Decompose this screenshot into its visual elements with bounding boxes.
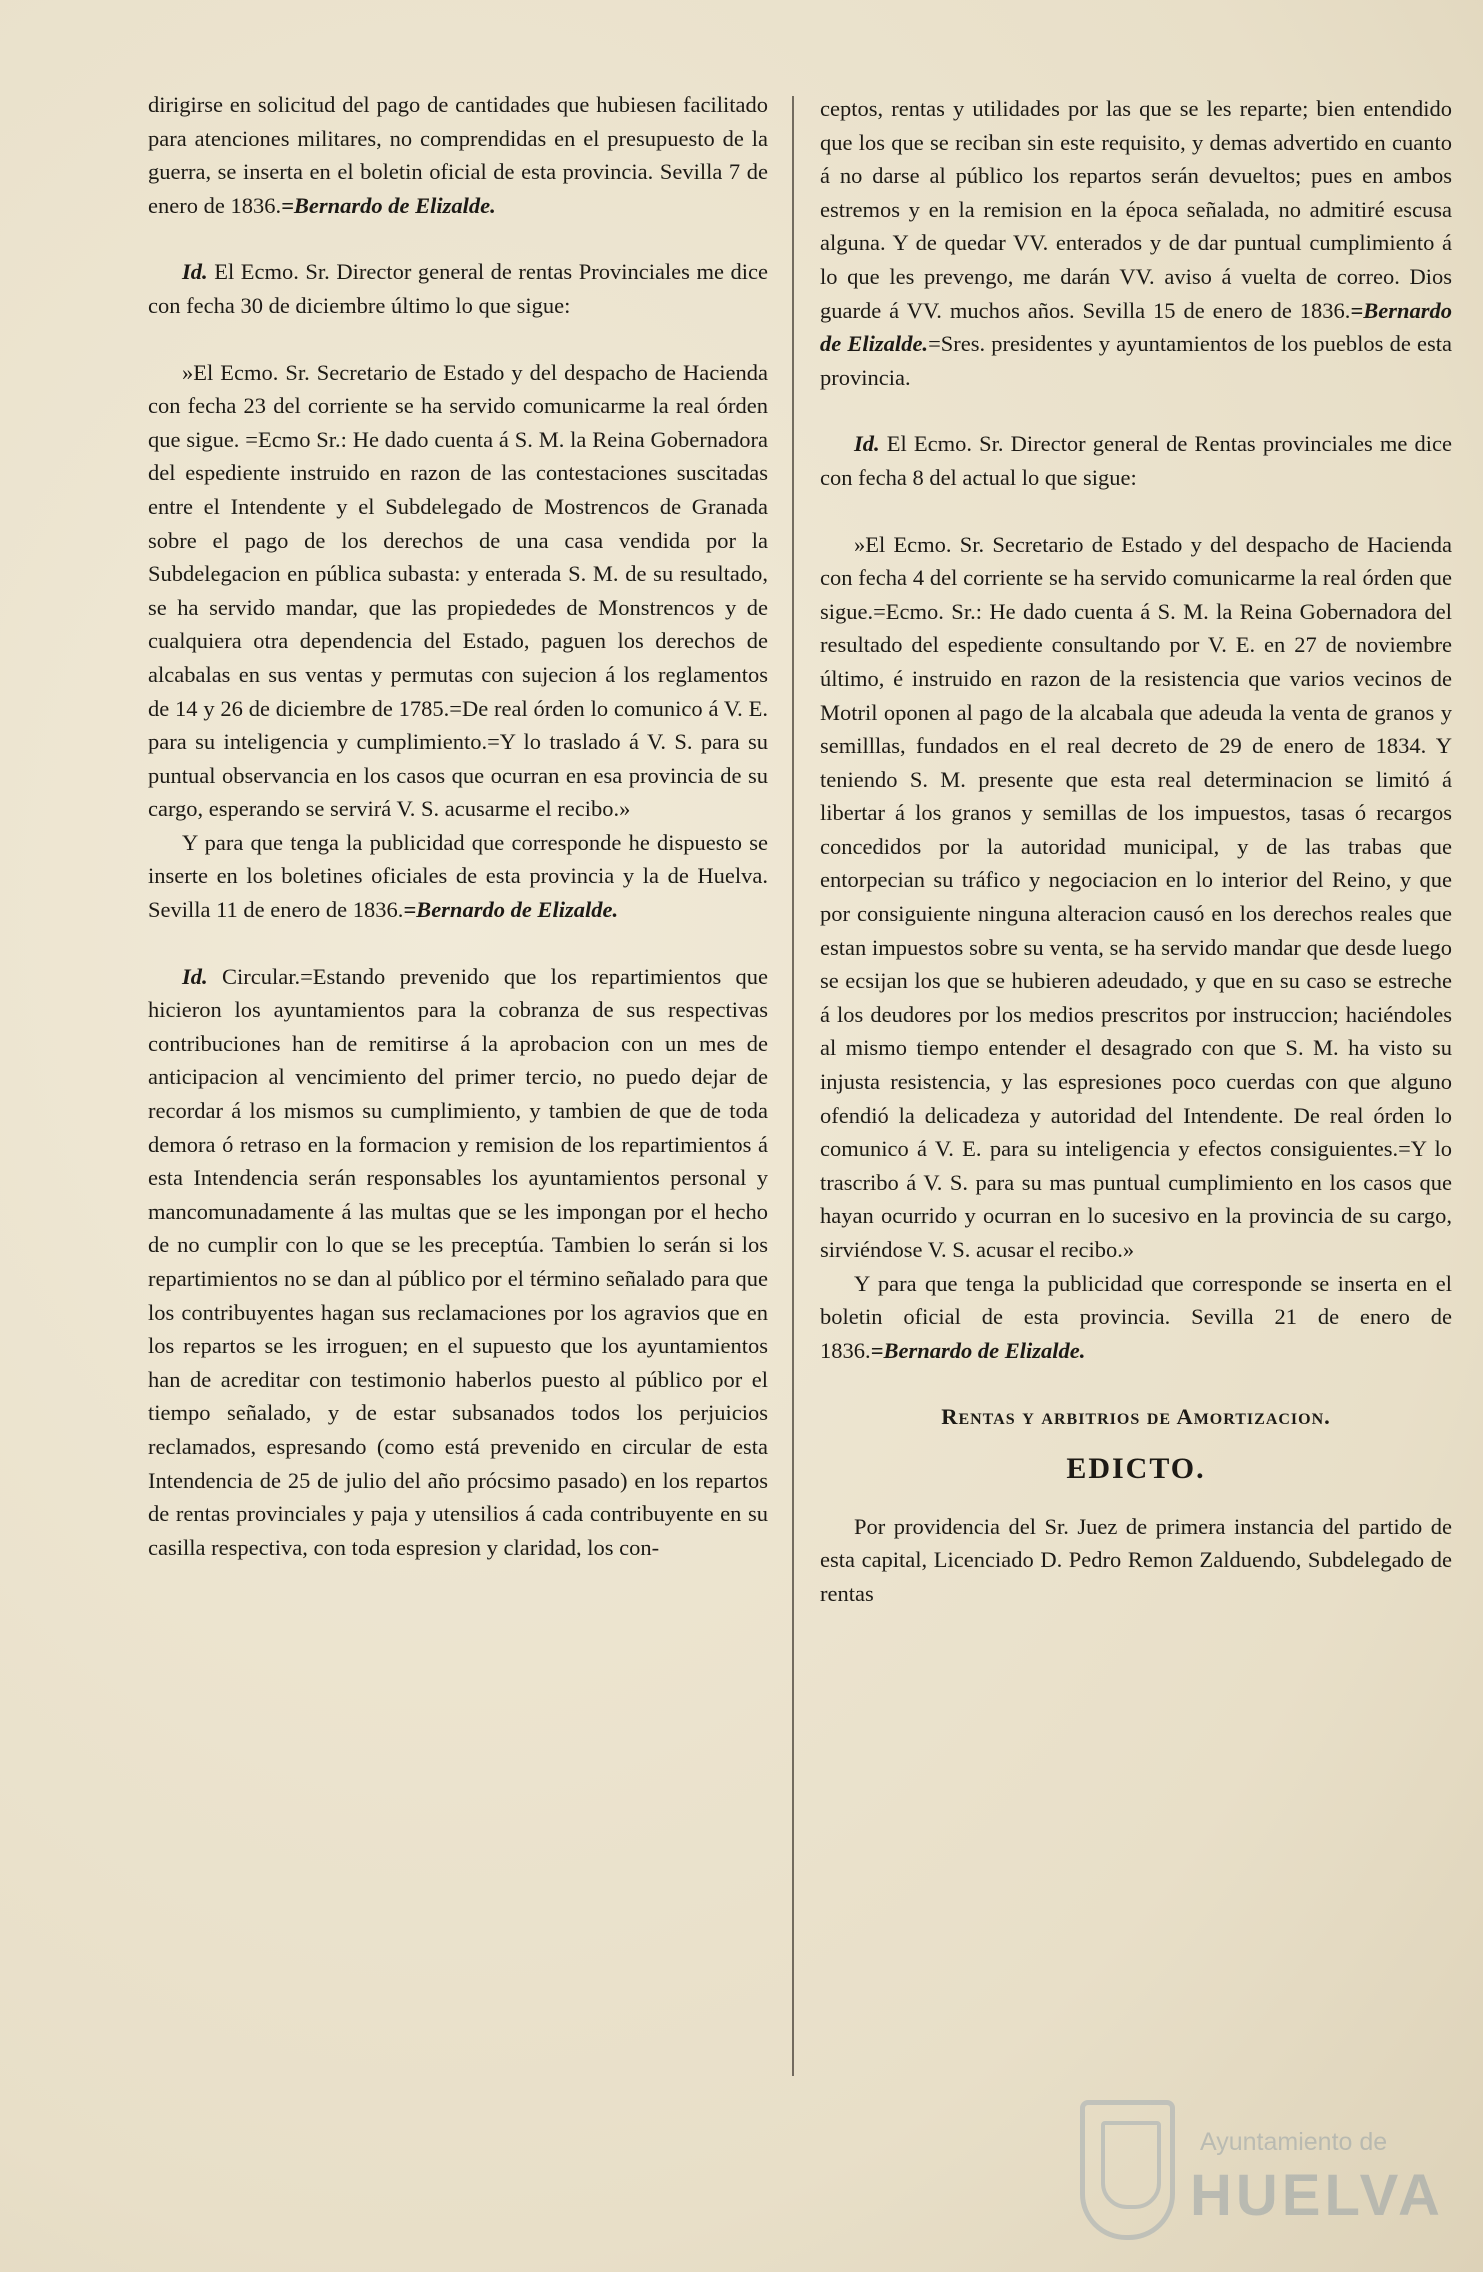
archive-watermark [1080,2100,1444,2250]
paragraph-text: Circular.=Estando prevenido que los repartimientos que hicieron los ayuntamientos para la cobranza de sus respectivas contribuciones han de remitirse á la aprobacion con un mes de anticipacion al vencimiento del primer tercio, no puedo dejar de recordar á los mismos su cumplimiento, y tambien de que de toda demora ó retraso en la formacion y remision de los repartimientos á esta Intendencia serán responsables los ayuntamientos personal y mancomunadamente á las multas que se les impongan por el hecho de no cumplir con lo que se les preceptúa. Tambien lo serán si los repartimientos no se dan al público por el término señalado para que los contribuyentes hagan sus reclamaciones por los agravios que en los repartos se les irroguen; en el supuesto que los ayuntamientos han de acreditar con testimonio haberlos puesto al público por el tiempo señalado, y de estar subsanados todos los perjuicios reclamados, espresando (como está prevenido en circular de esta Intendencia de 25 de julio del año prócsimo pasado) en los repartos de rentas provinciales y paja y utensilios á cada contribuyente en su casilla respectiva, con toda espresion y claridad, los con- [148,963,769,1560]
paragraph-lead: Id. [854,431,880,457]
paragraph-real-orden [148,356,768,826]
paragraph-text: Y para que tenga la publicidad que corresponde he dispuesto se inserte en los boletines oficiales de esta provincia y la de Huelva. Sevilla 11 de enero de 1836. [148,829,768,923]
paragraph-text: »El Ecmo. Sr. Secretario de Estado y del despacho de Hacienda con fecha 4 del corriente se ha servido comunicarme la real órden que sigue.=Ecmo. Sr.: He dado cuenta á S. M. la Reina Gobernadora del resultado del espediente consultando por V. E. en 27 de noviembre último, é instruido en razon de la resistencia que varios vecinos de Motril oponen al pago de la alcabala que adeuda la venta de granos y semilllas, fundados en el real decreto de 29 de enero de 1834. Y teniendo S. M. presente que esta real determinacion se limitó á libertar á los granos y semillas de los impuestos, tasas ó recargos concedidos por la autoridad municipal, y de las trabas que entorpecian su tráfico y negociacion en lo interior del Reino, y que por consiguiente ninguna alteracion causó en los derechos reales que estan impuestos sobre su venta, se ha servido mandar que desde luego se ecsijan los que se hubieren adeudado, y que en su caso se estreche á los deudores por los medios prescritos por instruccion; haciéndoles al mismo tiempo entender el desagrado con que S. M. ha visto su injusta resistencia, y las espresiones poco cuerdas con que alguno ofendió la delicadeza y autoridad del Intendente. De real órden lo comunico á V. E. para su inteligencia y efectos consiguientes.=Y lo trascribo á V. S. para su mas puntual cumplimiento en los casos que hayan ocurrido y ocurran en lo sucesivo en la provincia de su cargo, sirviéndose V. S. acusar el recibo.» [820,531,1452,1262]
paragraph-text: dirigirse en solicitud del pago de cantidades que hubiesen facilitado para atenciones militares, no comprendidas en el presupuesto de la guerra, se inserta en el boletin oficial de esta provincia. Sevilla 7 de enero de 1836. [148,92,768,218]
paragraph-director-notice [820,427,1452,494]
paragraph-circular [148,960,768,1565]
signature: =Bernardo de Elizalde. [870,1337,1086,1363]
edicto-title: EDICTO. [1066,1451,1206,1485]
column-divider [792,96,794,2076]
paragraph-text: ceptos, rentas y utilidades por las que se les reparte; bien entendido que los que se reciban sin este requisito, y demas advertido en cuanto á no darse al público los repartos serán devueltos; pues en ambos estremos y en la remision en la época señalada, no admitiré escusa alguna. Y de quedar VV. enterados y de dar puntual cumplimiento á lo que les prevengo, me darán VV. aviso á vuelta de correo. Dios guarde á VV. muchos años. Sevilla 15 de enero de 1836. [820,96,1452,323]
coat-of-arms-icon [1080,2100,1175,2240]
paragraph-continuation [820,92,1452,394]
paragraph-text: Y para que tenga la publicidad que corresponde se inserta en el boletin oficial de esta provincia. Sevilla 21 de enero de 1836. [820,1270,1452,1363]
paragraph-text: El Ecmo. Sr. Director general de Rentas provinciales me dice con fecha 8 del actual lo que sigue: [820,431,1453,490]
section-title: Rentas y arbitrios de Amortizacion. [941,1404,1331,1430]
watermark-line1: Ayuntamiento de [1200,2128,1388,2156]
paragraph-continuation [148,88,768,222]
left-column [148,88,768,1564]
paragraph-publicidad [820,1267,1452,1368]
paragraph-director-notice [148,255,768,322]
paragraph-real-orden [820,528,1452,1267]
paragraph-lead: Id. [182,259,208,285]
paragraph-publicidad [148,826,768,927]
paragraph-text: =Sres. presidentes y ayuntamientos de los pueblos de esta provincia. [820,331,1452,390]
paragraph-lead: Id. [182,963,208,989]
paragraph-text: El Ecmo. Sr. Director general de rentas Provinciales me dice con fecha 30 de diciembre último lo que sigue: [148,259,768,318]
paragraph-text: Por providencia del Sr. Juez de primera instancia del partido de esta capital, Licenciado D. Pedro Remon Zalduendo, Subdelegado de rentas [820,1513,1452,1606]
signature: =Bernardo de Elizalde. [820,297,1452,357]
right-column [820,92,1452,1610]
signature: =Bernardo de Elizalde. [403,897,619,923]
watermark-line2: HUELVA [1190,2163,1444,2228]
paragraph-edicto [820,1510,1452,1611]
paragraph-text: »El Ecmo. Sr. Secretario de Estado y del despacho de Hacienda con fecha 23 del corriente se ha servido comunicarme la real órden que sigue. =Ecmo Sr.: He dado cuenta á S. M. la Reina Gobernadora del espediente instruido en razon de las contestaciones suscitadas entre el Intendente y el Subdelegado de Mostrencos de Granada sobre el pago de los derechos de una casa vendida por la Subdelegacion en pública subasta: y enterada S. M. de su resultado, se ha servido mandar, que las propiededes de Monstrencos y de cualquiera otra dependencia del Estado, paguen los derechos de alcabalas en sus ventas y permutas con sujecion á los reglamentos de 14 y 26 de diciembre de 1785.=De real órden lo comunico á V. E. para su inteligencia y cumplimiento.=Y lo traslado á V. S. para su puntual observancia en los casos que ocurran en esa provincia de su cargo, esperando se servirá V. S. acusarme el recibo.» [148,359,768,822]
signature: =Bernardo de Elizalde. [281,192,496,218]
